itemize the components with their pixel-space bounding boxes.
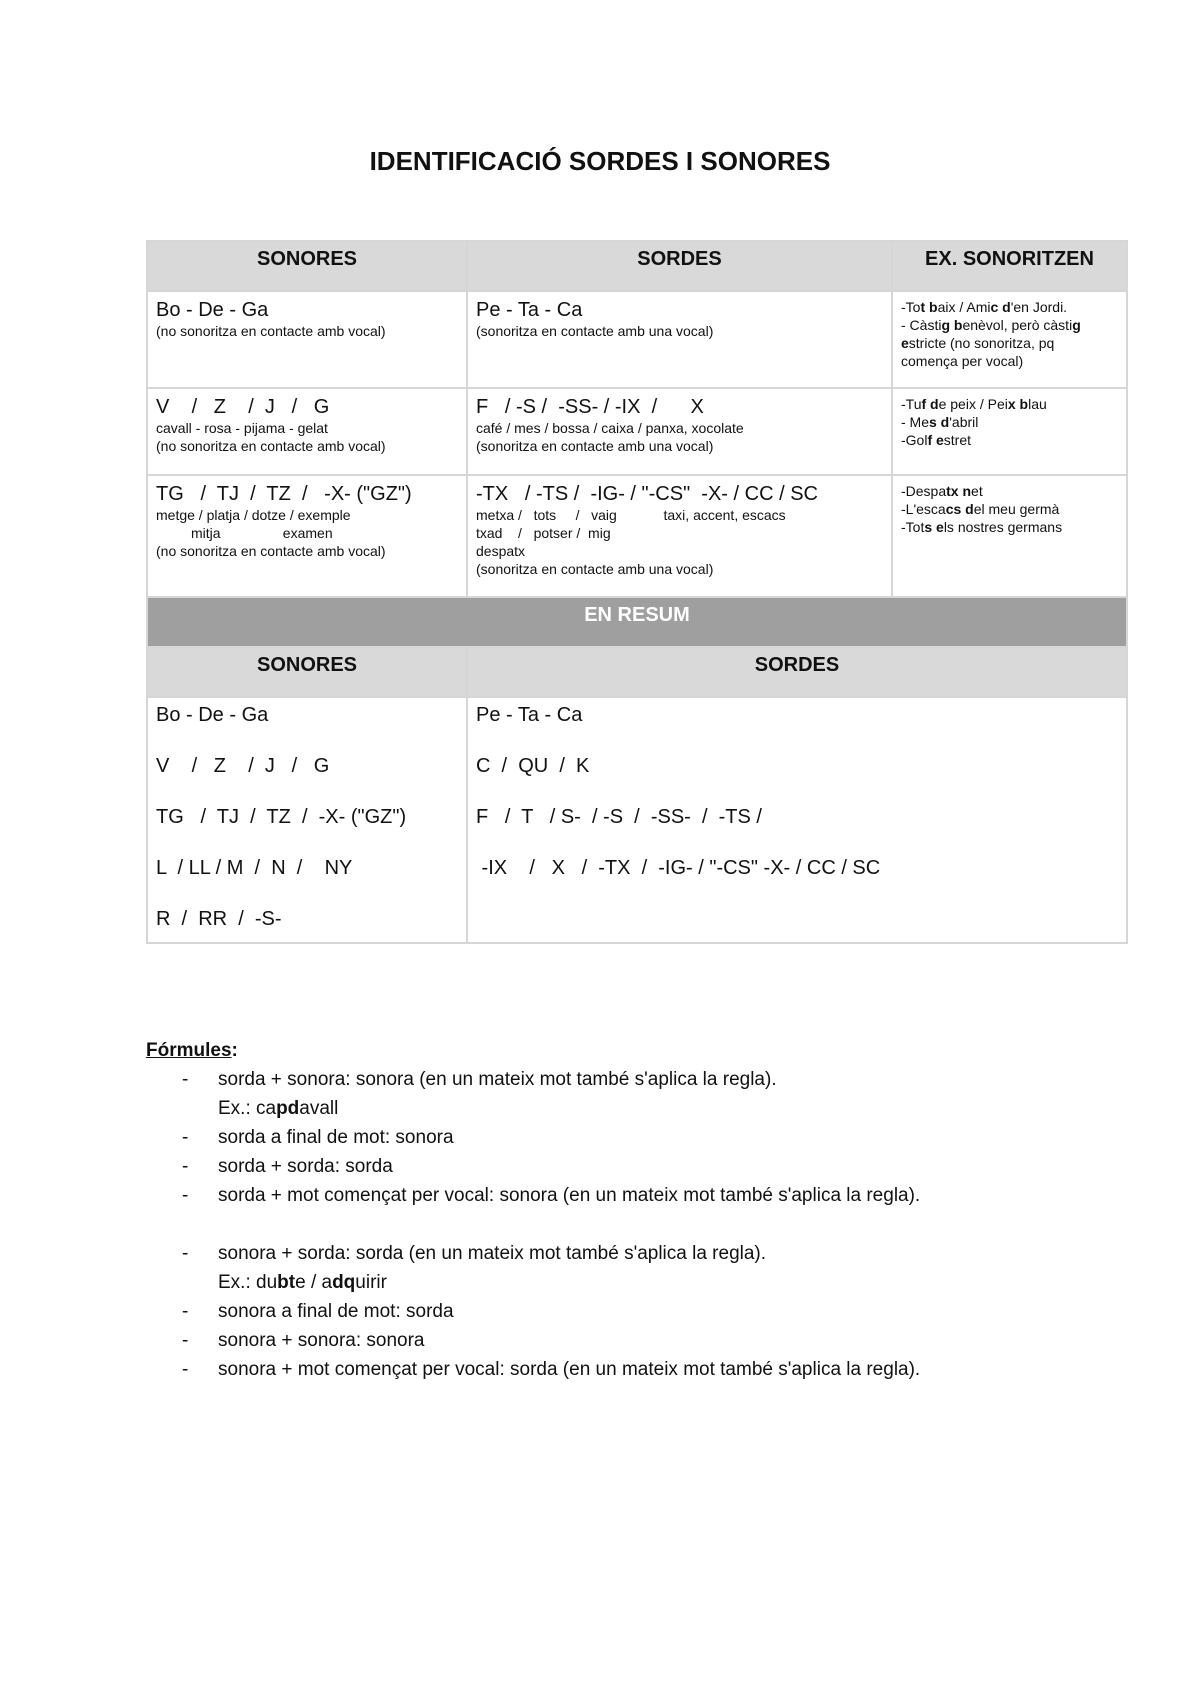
formula-item xyxy=(146,1297,1146,1326)
spacer xyxy=(146,1210,1146,1239)
sordes-note: (sonoritza en contacte amb una vocal) xyxy=(476,323,714,339)
cell-examples xyxy=(892,291,1127,388)
cell-sonores xyxy=(147,388,467,475)
dash-bullet: - xyxy=(182,1359,189,1380)
formula-item xyxy=(146,1065,1146,1123)
sonores-letters: V / Z / J / G xyxy=(156,396,330,418)
example-bold: bt xyxy=(277,1272,296,1293)
table-row xyxy=(147,475,1127,597)
example-line: -Despatx net xyxy=(901,483,983,499)
sordes-sonores-table xyxy=(146,240,1128,944)
example-line: -Golf estret xyxy=(901,432,972,448)
cell-sordes xyxy=(467,291,892,388)
resum-sordes-line xyxy=(476,908,1118,936)
resum-row xyxy=(147,597,1127,647)
formula-text: sonora + mot començat per vocal: sorda (en un mateix mot també s'aplica la regla). xyxy=(218,1359,921,1380)
example-line: -Tuf de peix / Peix blau xyxy=(901,396,1047,412)
formula-item xyxy=(146,1326,1146,1355)
formula-text: sorda + sorda: sorda xyxy=(218,1156,393,1177)
header-sordes: SORDES xyxy=(467,241,892,291)
formula-text: sonora + sorda: sorda (en un mateix mot també s'aplica la regla). xyxy=(218,1243,767,1264)
formula-example xyxy=(218,1094,1146,1123)
formulas-heading-line xyxy=(146,1036,1146,1065)
example-line: -L'escacs del meu germà xyxy=(901,501,1060,517)
dash-bullet: - xyxy=(182,1185,189,1206)
example-line: estricte (no sonoritza, pq xyxy=(901,335,1055,351)
example-bold: dq xyxy=(332,1272,356,1293)
sonores-letters: Bo - De - Ga xyxy=(156,299,269,321)
resum-sonores-line: V / Z / J / G xyxy=(156,755,330,777)
dash-bullet: - xyxy=(182,1330,189,1351)
resum-sonores-line: L / LL / M / N / NY xyxy=(156,857,353,879)
sonores-note: cavall - rosa - pijama - gelat (no sonoritza en contacte amb vocal) xyxy=(156,420,386,454)
formula-text: sorda a final de mot: sonora xyxy=(218,1127,454,1148)
resum-content-row xyxy=(147,697,1127,943)
table-header-row xyxy=(147,241,1127,291)
sonores-letters: TG / TJ / TZ / -X- ("GZ") xyxy=(156,483,412,505)
resum-header-sonores: SONORES xyxy=(147,647,467,697)
cell-examples xyxy=(892,388,1127,475)
example-prefix: Ex.: du xyxy=(218,1272,278,1293)
example-bold: pd xyxy=(276,1098,300,1119)
example-line: - Càstig benèvol, però càstig xyxy=(901,317,1081,333)
dash-bullet: - xyxy=(182,1243,189,1264)
formula-item xyxy=(146,1152,1146,1181)
dash-bullet: - xyxy=(182,1127,189,1148)
formulas-heading-colon: : xyxy=(231,1040,238,1061)
formulas-section xyxy=(146,1036,1146,1384)
examples-list xyxy=(901,298,1118,370)
formula-example xyxy=(218,1268,1146,1297)
resum-sordes-line: Pe - Ta - Ca xyxy=(476,704,583,726)
examples-list xyxy=(901,482,1118,536)
sordes-letters: -TX / -TS / -IG- / "-CS" -X- / CC / SC xyxy=(476,483,818,505)
example-line: -Tots els nostres germans xyxy=(901,519,1063,535)
example-line: - Mes d'abril xyxy=(901,414,979,430)
sonores-note: (no sonoritza en contacte amb vocal) xyxy=(156,323,386,339)
example-mid: e / a xyxy=(295,1272,333,1293)
dash-bullet: - xyxy=(182,1156,189,1177)
resum-sonores-cell xyxy=(147,697,467,943)
examples-list xyxy=(901,395,1118,449)
formula-text: sorda + mot començat per vocal: sonora (en un mateix mot també s'aplica la regla). xyxy=(218,1185,921,1206)
sordes-letters: F / -S / -SS- / -IX / X xyxy=(476,396,704,418)
header-ex-sonoritzen: EX. SONORITZEN xyxy=(892,241,1127,291)
resum-header-sordes: SORDES xyxy=(467,647,1127,697)
example-suffix: avall xyxy=(299,1098,339,1119)
dash-bullet: - xyxy=(182,1301,189,1322)
cell-examples xyxy=(892,475,1127,597)
example-line: comença per vocal) xyxy=(901,353,1024,369)
formula-item xyxy=(146,1239,1146,1297)
resum-sordes-line: -IX / X / -TX / -IG- / "-CS" -X- / CC / SC xyxy=(476,857,881,879)
cell-sordes xyxy=(467,388,892,475)
cell-sonores xyxy=(147,475,467,597)
cell-sordes xyxy=(467,475,892,597)
resum-sordes-cell xyxy=(467,697,1127,943)
resum-sordes-line: C / QU / K xyxy=(476,755,590,777)
table-row xyxy=(147,291,1127,388)
resum-sonores-line: Bo - De - Ga xyxy=(156,704,269,726)
resum-sordes-line: F / T / S- / -S / -SS- / -TS / xyxy=(476,806,762,828)
sordes-note: café / mes / bossa / caixa / panxa, xocolate (sonoritza en contacte amb una vocal) xyxy=(476,420,744,454)
formula-text: sonora + sonora: sonora xyxy=(218,1330,425,1351)
dash-bullet: - xyxy=(182,1069,189,1090)
header-sonores: SONORES xyxy=(147,241,467,291)
example-prefix: Ex.: ca xyxy=(218,1098,277,1119)
formulas-heading: Fórmules xyxy=(146,1040,232,1061)
sordes-note: metxa / tots / vaig taxi, accent, escacs txad / potser / mig despatx (sonoritza en contacte amb una vocal) xyxy=(476,507,786,577)
formula-text: sonora a final de mot: sorda xyxy=(218,1301,454,1322)
formula-text: sorda + sonora: sonora (en un mateix mot també s'aplica la regla). xyxy=(218,1069,777,1090)
sonores-note: metge / platja / dotze / exemple mitja examen (no sonoritza en contacte amb vocal) xyxy=(156,507,386,559)
resum-sonores-line: R / RR / -S- xyxy=(156,908,282,930)
cell-sonores xyxy=(147,291,467,388)
table-row xyxy=(147,388,1127,475)
formula-item xyxy=(146,1123,1146,1152)
formula-item xyxy=(146,1181,1146,1210)
resum-header-row xyxy=(147,647,1127,697)
resum-label: EN RESUM xyxy=(147,597,1127,647)
formula-item xyxy=(146,1355,1146,1384)
sordes-letters: Pe - Ta - Ca xyxy=(476,299,583,321)
resum-sonores-line: TG / TJ / TZ / -X- ("GZ") xyxy=(156,806,407,828)
example-suffix: uirir xyxy=(355,1272,387,1293)
example-line: -Tot baix / Amic d'en Jordi. xyxy=(901,299,1068,315)
page-title: IDENTIFICACIÓ SORDES I SONORES xyxy=(369,146,831,176)
